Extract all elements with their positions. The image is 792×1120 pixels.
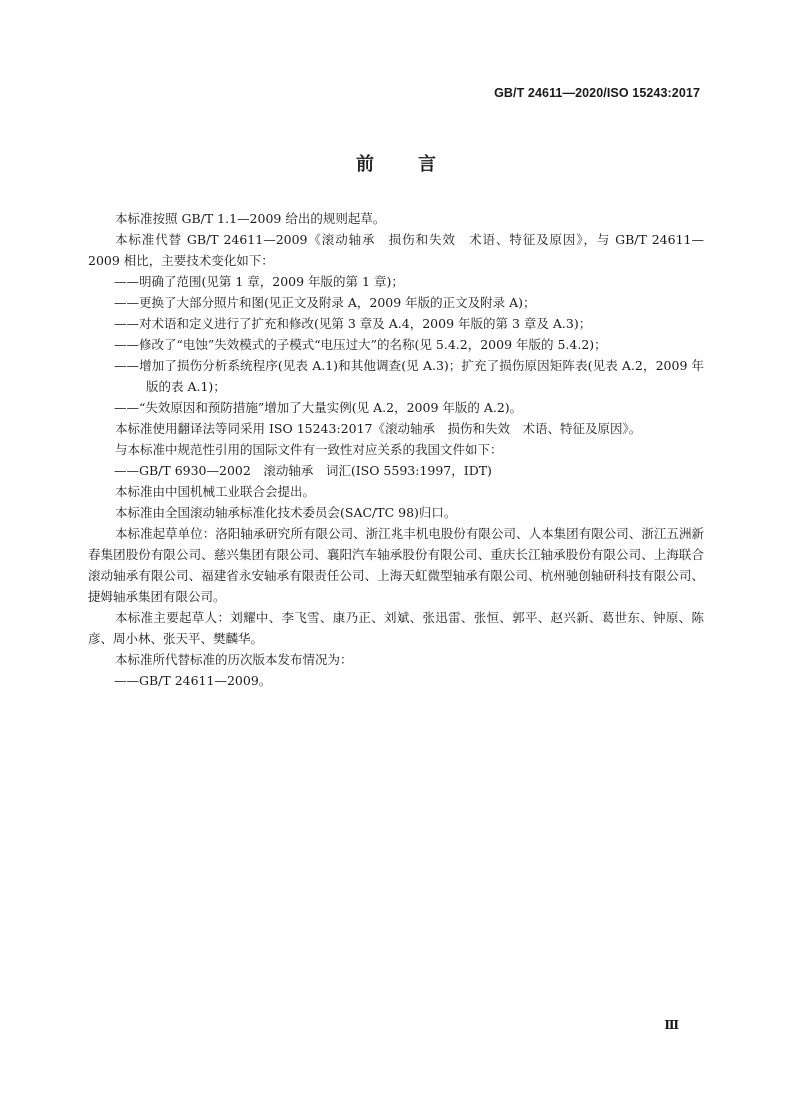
paragraph-adoption: 本标准使用翻译法等同采用 ISO 15243:2017《滚动轴承 损伤和失效 术语、特征及原因》。	[115, 421, 642, 436]
paragraph-history: 本标准所代替标准的历次版本发布情况为：	[115, 652, 353, 667]
foreword-body	[88, 208, 704, 691]
paragraph-normative-references: 与本标准中规范性引用的国际文件有一致性对应关系的我国文件如下：	[115, 442, 503, 457]
standard-number: GB/T 24611—2020/ISO 15243:2017	[494, 86, 700, 100]
change-item-examples: ——“失效原因和预防措施”增加了大量实例(见 A.2，2009 年版的 A.2)。	[114, 400, 523, 415]
change-item-scope: ——明确了范围(见第 1 章，2009 年版的第 1 章)；	[114, 274, 404, 289]
paragraph-proposed-by: 本标准由中国机械工业联合会提出。	[115, 484, 316, 499]
reference-item-gbt6930: ——GB/T 6930—2002 滚动轴承 词汇(ISO 5593:1997，IDT)	[114, 463, 492, 478]
change-item-electrical-erosion: ——修改了“电蚀”失效模式的子模式“电压过大”的名称(见 5.4.2，2009 年版的 5.4.2)；	[114, 337, 607, 352]
paragraph-drafting-rules: 本标准按照 GB/T 1.1—2009 给出的规则起草。	[115, 211, 386, 226]
history-item-gbt24611-2009: ——GB/T 24611—2009。	[114, 673, 272, 688]
change-item-photos: ——更换了大部分照片和图(见正文及附录 A，2009 年版的正文及附录 A)；	[114, 295, 536, 310]
page-number: Ⅲ	[664, 1018, 679, 1032]
paragraph-replaces: 本标准代替 GB/T 24611—2009《滚动轴承 损伤和失效 术语、特征及原因》，与 GB/T 24611—2009 相比，主要技术变化如下：	[88, 232, 704, 268]
page-title: 前言	[356, 154, 480, 175]
change-item-analysis-procedure: ——增加了损伤分析系统程序(见表 A.1)和其他调查(见 A.3)；扩充了损伤原因矩阵表(见表 A.2，2009 年版的表 A.1)；	[114, 358, 704, 394]
paragraph-drafting-organizations: 本标准起草单位：洛阳轴承研究所有限公司、浙江兆丰机电股份有限公司、人本集团有限公司、浙江五洲新春集团股份有限公司、慈兴集团有限公司、襄阳汽车轴承股份有限公司、重庆长江轴承股份有限公司、上海联合滚动轴承有限公司、福建省永安轴承有限责任公司、上海天虹微型轴承有限公司、杭州驰创轴研科技有限公司、捷姆轴承集团有限公司。	[88, 526, 704, 604]
paragraph-drafters: 本标准主要起草人：刘耀中、李飞雪、康乃正、刘斌、张迅雷、张恒、郭平、赵兴新、葛世东、钟原、陈彦、周小林、张天平、樊麟华。	[88, 610, 704, 646]
change-item-terms: ——对术语和定义进行了扩充和修改(见第 3 章及 A.4，2009 年版的第 3 章及 A.3)；	[114, 316, 592, 331]
paragraph-managed-by: 本标准由全国滚动轴承标准化技术委员会(SAC/TC 98)归口。	[115, 505, 457, 520]
